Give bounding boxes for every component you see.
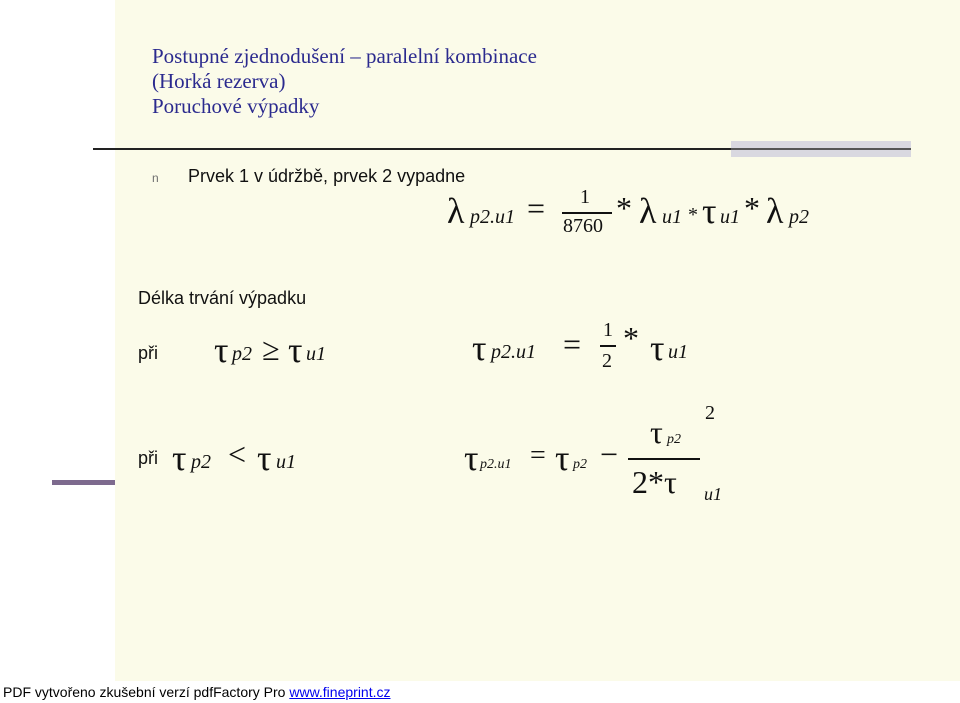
res2-minus: − (600, 436, 619, 472)
res2-equals: = (530, 440, 546, 471)
cond1-sub-1: p2 (232, 343, 252, 365)
slide-title (152, 44, 537, 119)
res2-numerator-sub: p2 (667, 432, 681, 447)
formula1-star-3: * (744, 190, 760, 226)
cond1-tau-2: τ (288, 330, 303, 370)
res1-sub-2: u1 (668, 341, 688, 363)
cond1-tau: τ (214, 330, 229, 370)
res2-tau-2: τ (555, 438, 570, 478)
res1-tau-2: τ (650, 328, 665, 368)
formula1-lhs-sub: p2.u1 (470, 206, 515, 228)
formula1-lambda: λ (447, 191, 465, 231)
res2-denominator: 2*τ (632, 464, 677, 500)
title-line-3: Poruchové výpadky (152, 94, 320, 118)
formula1-fraction-line (562, 212, 612, 214)
bullet-marker-icon: n (152, 171, 159, 185)
res1-tau: τ (472, 328, 487, 368)
res1-fraction-line (600, 345, 616, 347)
case2-label: při (138, 448, 159, 468)
cond1-operator: ≥ (262, 331, 280, 367)
cond2-operator: < (228, 436, 247, 472)
formula1-sub-3: u1 (720, 206, 740, 228)
case1-label: při (138, 343, 159, 363)
slide-left-band-lower (0, 480, 52, 681)
res2-numerator-tau: τ (650, 414, 663, 450)
res1-equals: = (563, 326, 582, 362)
res2-sub: p2.u1 (480, 457, 512, 472)
formula1-equals: = (527, 190, 546, 226)
res2-denominator-sub: u1 (704, 484, 722, 504)
slide-accent-bar (52, 480, 115, 485)
footer-link[interactable]: www.fineprint.cz (289, 684, 391, 700)
cond2-sub-1: p2 (191, 451, 211, 473)
bullet-text: Prvek 1 v údržbě, prvek 2 vypadne (188, 166, 466, 186)
formula1-star-1: * (616, 190, 632, 226)
section-heading: Délka trvání výpadku (138, 288, 307, 308)
title-rule-accent-line (731, 148, 911, 150)
footer (3, 684, 391, 700)
formula1-numerator: 1 (580, 186, 590, 208)
formula1-denominator: 8760 (563, 215, 603, 237)
cond2-tau-2: τ (257, 438, 272, 478)
res2-exponent: 2 (705, 402, 715, 424)
res2-tau: τ (464, 438, 479, 478)
res1-denominator: 2 (602, 350, 612, 372)
formula1-lambda-2: λ (639, 191, 657, 231)
footer-text: PDF vytvořeno zkušební verzí pdfFactory Pro (3, 684, 290, 700)
res1-star: * (623, 320, 639, 356)
formula1-star-2: * (688, 204, 698, 226)
res2-sub-2: p2 (573, 457, 587, 472)
title-line-1: Postupné zjednodušení – paralelní kombinace (152, 44, 537, 68)
cond2-tau: τ (172, 438, 187, 478)
title-line-2: (Horká rezerva) (152, 69, 286, 93)
res2-fraction-line (628, 458, 700, 460)
formula1-sub-4: p2 (789, 206, 809, 228)
cond1-sub-2: u1 (306, 343, 326, 365)
formula1-sub-2: u1 (662, 206, 682, 228)
formula1-lambda-3: λ (766, 191, 784, 231)
res1-sub: p2.u1 (491, 341, 536, 363)
cond2-sub-2: u1 (276, 451, 296, 473)
res1-numerator: 1 (603, 319, 613, 341)
formula1-tau: τ (702, 191, 717, 231)
